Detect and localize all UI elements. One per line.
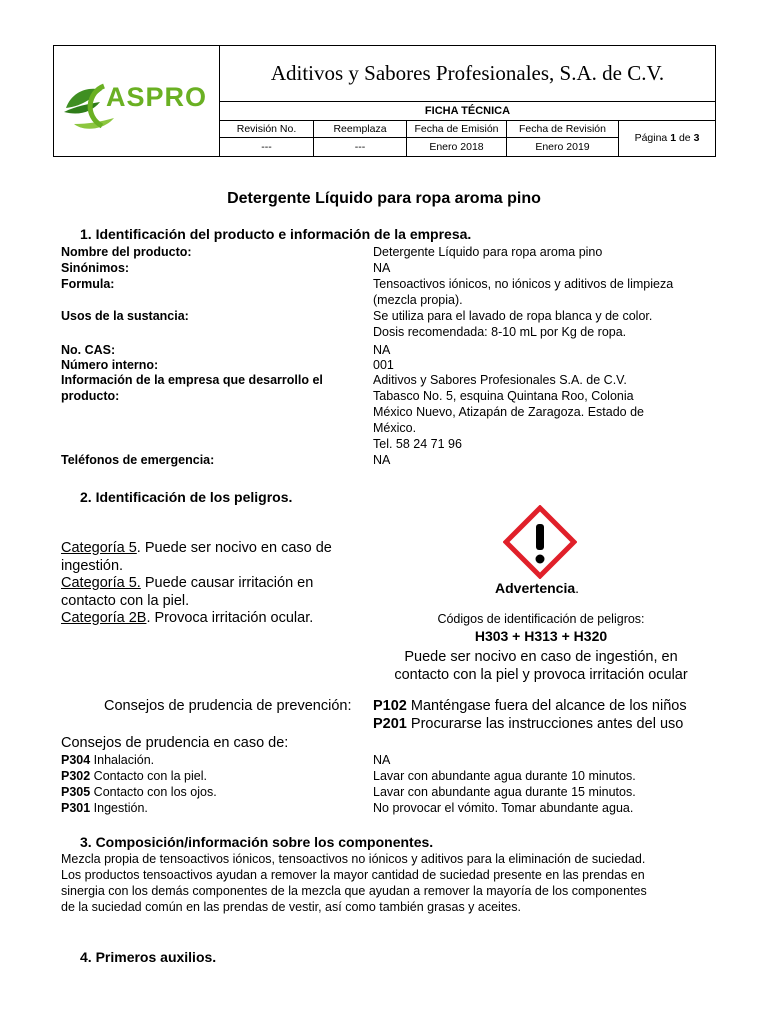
table-row bbox=[61, 372, 721, 452]
p-code: P201 bbox=[373, 715, 407, 732]
row-label: No. CAS: bbox=[61, 343, 116, 357]
p-action: No provocar el vómito. Tomar abundante agua. bbox=[373, 801, 634, 815]
prevention-list bbox=[373, 698, 687, 733]
section2-heading: 2. Identificación de los peligros. bbox=[80, 489, 293, 505]
logo-cell bbox=[54, 46, 220, 156]
aspro-logo bbox=[54, 46, 219, 156]
row-value: (mezcla propia). bbox=[373, 293, 463, 307]
response-table bbox=[61, 752, 721, 816]
col-revision: Revisión No. bbox=[220, 120, 314, 138]
hazard-categories bbox=[61, 540, 361, 628]
row-value: Detergente Líquido para ropa aroma pino bbox=[373, 245, 603, 259]
p-action: Lavar con abundante agua durante 10 minutos. bbox=[373, 769, 636, 783]
category-item bbox=[61, 610, 361, 628]
col-revision-date: Fecha de Revisión bbox=[507, 120, 619, 138]
response-label: Consejos de prudencia en caso de: bbox=[61, 735, 289, 751]
page-indicator bbox=[619, 120, 715, 156]
p-text: Contacto con la piel. bbox=[90, 769, 207, 783]
table-row bbox=[61, 276, 721, 308]
p-text: Procurarse las instrucciones antes del uso bbox=[406, 715, 684, 732]
signal-word-text: Advertencia bbox=[495, 580, 576, 596]
table-row bbox=[61, 244, 721, 260]
section3-body bbox=[61, 851, 741, 915]
val-revision: --- bbox=[220, 138, 314, 156]
category-label: Categoría 5 bbox=[61, 540, 137, 556]
row-value: Aditivos y Sabores Profesionales S.A. de C.V. bbox=[373, 373, 627, 387]
paragraph-line: Mezcla propia de tensoactivos iónicos, tensoactivos no iónicos y aditivos para la eliminación de suciedad. bbox=[61, 852, 646, 866]
table-row bbox=[61, 784, 721, 800]
section1-heading: 1. Identificación del producto e información de la empresa. bbox=[80, 226, 472, 242]
table-row bbox=[61, 768, 721, 784]
page-num: 1 bbox=[670, 132, 677, 144]
paragraph-line: Los productos tensoactivos ayudan a remover la mayor cantidad de suciedad presente en las prendas en bbox=[61, 868, 645, 882]
section4-heading: 4. Primeros auxilios. bbox=[80, 949, 217, 965]
row-value: Tensoactivos iónicos, no iónicos y aditivos de limpieza bbox=[373, 277, 674, 291]
signal-dot: . bbox=[575, 580, 580, 596]
category-text: Puede causar irritación en bbox=[140, 575, 314, 591]
hazard-desc-line: Puede ser nocivo en caso de ingestión, en bbox=[404, 649, 678, 665]
hazard-desc-line: contacto con la piel y provoca irritación ocular bbox=[394, 667, 688, 683]
col-reemplaza: Reemplaza bbox=[314, 120, 407, 138]
p-text: Ingestión. bbox=[90, 801, 148, 815]
table-row bbox=[61, 342, 721, 357]
category-label: Categoría 5. bbox=[61, 575, 141, 591]
p-code: P102 bbox=[373, 698, 407, 714]
row-value: 001 bbox=[373, 358, 394, 372]
table-row bbox=[61, 800, 721, 816]
category-label: Categoría 2B bbox=[61, 610, 147, 626]
row-value: Se utiliza para el lavado de ropa blanca y de color. bbox=[373, 309, 653, 323]
table-row bbox=[61, 357, 721, 372]
doc-type: FICHA TÉCNICA bbox=[220, 101, 715, 121]
p-action: Lavar con abundante agua durante 15 minutos. bbox=[373, 785, 636, 799]
company-name: Aditivos y Sabores Profesionales, S.A. de C.V. bbox=[220, 46, 715, 102]
paragraph-line: de la suciedad común en las prendas de vestir, así como también grasas y aceites. bbox=[61, 900, 521, 914]
val-reemplaza: --- bbox=[314, 138, 407, 156]
row-value: México. bbox=[373, 421, 417, 435]
paragraph-line: sinergia con los demás componentes de la mezcla que ayudan a remover la mayoría de los componentes bbox=[61, 884, 647, 898]
row-value: NA bbox=[373, 261, 391, 275]
row-label: Nombre del producto: bbox=[61, 245, 192, 259]
hazard-codes-desc bbox=[361, 648, 721, 684]
prevention-item bbox=[373, 716, 687, 734]
row-value: NA bbox=[373, 343, 391, 357]
table-row bbox=[61, 308, 721, 342]
row-label: Información de la empresa que desarrollo el bbox=[61, 373, 323, 387]
category-text: . Puede ser nocivo en caso de bbox=[136, 540, 332, 556]
p-action: NA bbox=[373, 753, 391, 767]
row-label: Usos de la sustancia: bbox=[61, 309, 189, 323]
document-title: Detergente Líquido para ropa aroma pino bbox=[227, 190, 541, 207]
header-table bbox=[53, 45, 716, 157]
prevention-label: Consejos de prudencia de prevención: bbox=[104, 698, 352, 714]
row-label: Número interno: bbox=[61, 358, 159, 372]
page-of: de bbox=[678, 132, 691, 144]
category-item bbox=[61, 575, 361, 593]
signal-word bbox=[495, 580, 579, 596]
val-revision-date: Enero 2019 bbox=[507, 138, 619, 156]
logo-text: ASPRO bbox=[106, 82, 208, 112]
row-value: Tabasco No. 5, esquina Quintana Roo, Colonia bbox=[373, 389, 634, 403]
row-label: Sinónimos: bbox=[61, 261, 130, 275]
table-row bbox=[61, 260, 721, 276]
p-code: P302 bbox=[61, 769, 91, 783]
category-text-cont: contacto con la piel. bbox=[61, 592, 190, 609]
val-emision: Enero 2018 bbox=[407, 138, 507, 156]
category-text-cont: ingestión. bbox=[61, 557, 124, 574]
page-total: 3 bbox=[693, 132, 700, 144]
page-prefix: Página bbox=[634, 132, 668, 144]
p-code: P304 bbox=[61, 753, 91, 767]
section1-table bbox=[61, 244, 721, 468]
row-value: Tel. 58 24 71 96 bbox=[373, 437, 462, 451]
table-row bbox=[61, 452, 721, 468]
exclamation-hazard-icon bbox=[503, 505, 577, 579]
hazard-codes-label: Códigos de identificación de peligros: bbox=[437, 612, 645, 626]
p-text: Manténgase fuera del alcance de los niños bbox=[406, 698, 687, 714]
hazard-codes: H303 + H313 + H320 bbox=[474, 628, 608, 644]
prevention-item bbox=[373, 698, 687, 716]
col-emision: Fecha de Emisión bbox=[407, 120, 507, 138]
category-text: . Provoca irritación ocular. bbox=[146, 610, 314, 626]
p-code: P301 bbox=[61, 801, 91, 815]
p-text: Inhalación. bbox=[90, 753, 155, 767]
p-code: P305 bbox=[61, 785, 91, 799]
table-row bbox=[61, 752, 721, 768]
section3-heading: 3. Composición/información sobre los componentes. bbox=[80, 834, 434, 850]
row-label: Teléfonos de emergencia: bbox=[61, 453, 215, 467]
row-value: Dosis recomendada: 8-10 mL por Kg de ropa. bbox=[373, 325, 627, 339]
p-text: Contacto con los ojos. bbox=[90, 785, 217, 799]
category-item bbox=[61, 540, 361, 558]
row-value: NA bbox=[373, 453, 391, 467]
row-label: Formula: bbox=[61, 277, 115, 291]
row-value: México Nuevo, Atizapán de Zaragoza. Estado de bbox=[373, 405, 644, 419]
row-label: producto: bbox=[61, 389, 120, 403]
